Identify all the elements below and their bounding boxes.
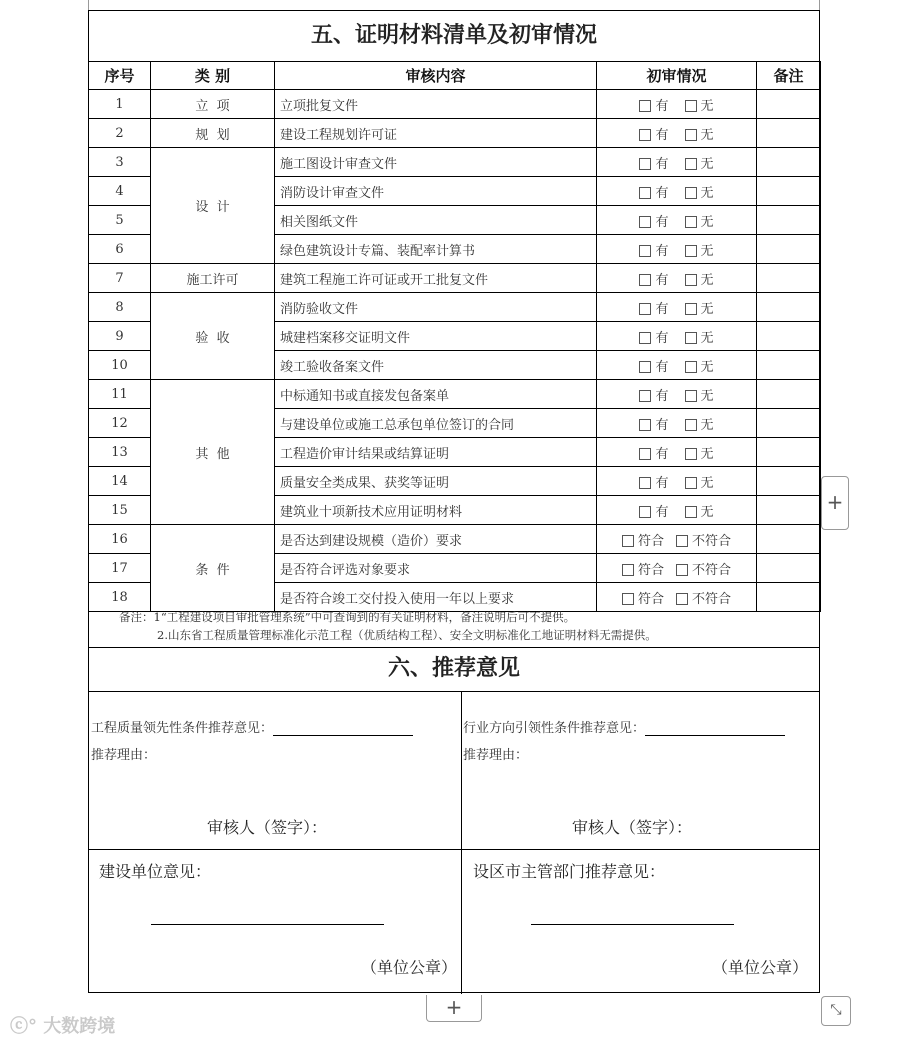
option-have[interactable]: 有 bbox=[639, 182, 668, 201]
checkbox-icon[interactable] bbox=[685, 245, 697, 257]
header-remark: 备注 bbox=[757, 62, 821, 90]
option-have[interactable]: 有 bbox=[639, 153, 668, 172]
checkbox-icon[interactable] bbox=[685, 274, 697, 286]
option-have[interactable]: 有 bbox=[639, 327, 668, 346]
review-content: 施工图设计审查文件 bbox=[275, 148, 597, 177]
review-status bbox=[597, 438, 757, 467]
left-opinion bbox=[91, 717, 413, 736]
option-have[interactable]: 有 bbox=[639, 443, 668, 462]
row-number: 6 bbox=[89, 235, 151, 264]
checkbox-icon[interactable] bbox=[685, 332, 697, 344]
row-number: 1 bbox=[89, 90, 151, 119]
option-none[interactable]: 无 bbox=[685, 240, 714, 259]
checkbox-icon[interactable] bbox=[639, 390, 651, 402]
row-number: 5 bbox=[89, 206, 151, 235]
city-seal-label: （单位公章） bbox=[712, 958, 809, 977]
checkbox-icon[interactable] bbox=[639, 187, 651, 199]
remark-cell[interactable] bbox=[757, 380, 821, 409]
header-category: 类 别 bbox=[151, 62, 275, 90]
checkbox-icon[interactable] bbox=[639, 419, 651, 431]
remark-cell[interactable] bbox=[757, 554, 821, 583]
option-have[interactable]: 有 bbox=[639, 414, 668, 433]
row-number: 12 bbox=[89, 409, 151, 438]
option-none[interactable]: 无 bbox=[685, 501, 714, 520]
option-have[interactable]: 有 bbox=[639, 269, 668, 288]
builder-signature-line[interactable] bbox=[151, 924, 384, 925]
checkbox-icon[interactable] bbox=[685, 390, 697, 402]
checkbox-icon[interactable] bbox=[639, 506, 651, 518]
row-number: 9 bbox=[89, 322, 151, 351]
remark-cell[interactable] bbox=[757, 525, 821, 554]
option-none[interactable]: 无 bbox=[685, 356, 714, 375]
watermark-text: 大数跨境 bbox=[43, 1016, 116, 1037]
remark-cell[interactable] bbox=[757, 177, 821, 206]
remark-cell[interactable] bbox=[757, 293, 821, 322]
option-have[interactable]: 有 bbox=[639, 298, 668, 317]
category-cell: 其 他 bbox=[151, 380, 275, 525]
header-review: 初审情况 bbox=[597, 62, 757, 90]
option-none[interactable]: 无 bbox=[685, 124, 714, 143]
page-top-edge bbox=[88, 0, 820, 10]
option-none[interactable]: 无 bbox=[685, 385, 714, 404]
table-row bbox=[89, 119, 821, 148]
checkbox-icon[interactable] bbox=[639, 100, 651, 112]
review-content: 立项批复文件 bbox=[275, 90, 597, 119]
right-reason-label: 推荐理由： bbox=[463, 748, 529, 763]
option-none[interactable]: 无 bbox=[685, 298, 714, 317]
remark-cell[interactable] bbox=[757, 322, 821, 351]
row-number: 3 bbox=[89, 148, 151, 177]
right-opinion-field[interactable] bbox=[645, 721, 785, 736]
remark-cell[interactable] bbox=[757, 409, 821, 438]
checkbox-icon[interactable] bbox=[639, 332, 651, 344]
note-1: 备注：1“工程建设项目审批管理系统”中可查询到的有关证明材料，备注说明后可不提供。 bbox=[119, 610, 576, 624]
table-row bbox=[89, 264, 821, 293]
option-none[interactable]: 无 bbox=[685, 153, 714, 172]
category-cell: 立 项 bbox=[151, 90, 275, 119]
review-status bbox=[597, 90, 757, 119]
category-cell: 条 件 bbox=[151, 525, 275, 612]
remark-cell[interactable] bbox=[757, 438, 821, 467]
option-have[interactable]: 有 bbox=[639, 501, 668, 520]
city-signature-line[interactable] bbox=[531, 924, 734, 925]
checkbox-icon[interactable] bbox=[639, 303, 651, 315]
row-number: 11 bbox=[89, 380, 151, 409]
remark-cell[interactable] bbox=[757, 148, 821, 177]
review-status bbox=[597, 380, 757, 409]
review-content: 是否符合评选对象要求 bbox=[275, 554, 597, 583]
remark-cell[interactable] bbox=[757, 206, 821, 235]
checkbox-icon[interactable] bbox=[676, 593, 688, 605]
review-content: 与建设单位或施工总承包单位签订的合同 bbox=[275, 409, 597, 438]
document-page bbox=[88, 10, 820, 993]
category-cell: 设 计 bbox=[151, 148, 275, 264]
row-number: 2 bbox=[89, 119, 151, 148]
table-body bbox=[89, 90, 821, 612]
add-row-button[interactable] bbox=[426, 995, 482, 1022]
expand-table-button[interactable] bbox=[821, 996, 851, 1026]
review-status bbox=[597, 264, 757, 293]
plus-icon: + bbox=[445, 995, 463, 1019]
review-status bbox=[597, 235, 757, 264]
option-none[interactable]: 无 bbox=[685, 472, 714, 491]
option-match[interactable]: 符合 bbox=[622, 588, 664, 607]
option-have[interactable]: 有 bbox=[639, 472, 668, 491]
left-opinion-field[interactable] bbox=[273, 721, 413, 736]
row-number: 16 bbox=[89, 525, 151, 554]
table-row bbox=[89, 293, 821, 322]
review-status bbox=[597, 206, 757, 235]
row-number: 13 bbox=[89, 438, 151, 467]
note-2: 2.山东省工程质量管理标准化示范工程（优质结构工程）、安全文明标准化工地证明材料无需提供。 bbox=[157, 628, 657, 642]
review-content: 中标通知书或直接发包备案单 bbox=[275, 380, 597, 409]
option-match[interactable]: 符合 bbox=[622, 530, 664, 549]
checkbox-icon[interactable] bbox=[685, 129, 697, 141]
remark-cell[interactable] bbox=[757, 351, 821, 380]
builder-seal-label: （单位公章） bbox=[361, 958, 458, 977]
review-content: 是否符合竣工交付投入使用一年以上要求 bbox=[275, 583, 597, 612]
right-opinion bbox=[463, 717, 785, 736]
checkbox-icon[interactable] bbox=[622, 535, 634, 547]
option-have[interactable]: 有 bbox=[639, 240, 668, 259]
review-status bbox=[597, 496, 757, 525]
checkbox-icon[interactable] bbox=[639, 245, 651, 257]
row-number: 7 bbox=[89, 264, 151, 293]
checkbox-icon[interactable] bbox=[639, 129, 651, 141]
row-number: 17 bbox=[89, 554, 151, 583]
plus-icon: + bbox=[826, 490, 844, 514]
table-row bbox=[89, 525, 821, 554]
checkbox-icon[interactable] bbox=[639, 158, 651, 170]
option-none[interactable]: 无 bbox=[685, 443, 714, 462]
option-none[interactable]: 无 bbox=[685, 182, 714, 201]
remark-cell[interactable] bbox=[757, 90, 821, 119]
table-row bbox=[89, 380, 821, 409]
remark-cell[interactable] bbox=[757, 467, 821, 496]
review-content: 城建档案移交证明文件 bbox=[275, 322, 597, 351]
option-have[interactable]: 有 bbox=[639, 385, 668, 404]
option-none[interactable]: 无 bbox=[685, 269, 714, 288]
checkbox-icon[interactable] bbox=[676, 535, 688, 547]
option-none[interactable]: 无 bbox=[685, 414, 714, 433]
option-have[interactable]: 有 bbox=[639, 211, 668, 230]
checkbox-icon[interactable] bbox=[639, 448, 651, 460]
checkbox-icon[interactable] bbox=[685, 448, 697, 460]
left-opinion-label: 工程质量领先性条件推荐意见： bbox=[91, 721, 274, 736]
row-number: 8 bbox=[89, 293, 151, 322]
option-have[interactable]: 有 bbox=[639, 95, 668, 114]
checkbox-icon[interactable] bbox=[685, 419, 697, 431]
table-row bbox=[89, 90, 821, 119]
review-content: 消防验收文件 bbox=[275, 293, 597, 322]
review-content: 建筑业十项新技术应用证明材料 bbox=[275, 496, 597, 525]
notes-block bbox=[89, 605, 819, 648]
review-content: 建设工程规划许可证 bbox=[275, 119, 597, 148]
review-content: 相关图纸文件 bbox=[275, 206, 597, 235]
materials-table bbox=[88, 61, 821, 612]
category-cell: 规 划 bbox=[151, 119, 275, 148]
checkbox-icon[interactable] bbox=[639, 477, 651, 489]
option-none[interactable]: 无 bbox=[685, 95, 714, 114]
header-content: 审核内容 bbox=[275, 62, 597, 90]
checkbox-icon[interactable] bbox=[639, 361, 651, 373]
row-number: 18 bbox=[89, 583, 151, 612]
review-status bbox=[597, 119, 757, 148]
option-nomatch[interactable]: 不符合 bbox=[676, 588, 731, 607]
remark-cell[interactable] bbox=[757, 119, 821, 148]
review-status bbox=[597, 177, 757, 206]
checkbox-icon[interactable] bbox=[639, 216, 651, 228]
builder-opinion-label: 建设单位意见： bbox=[99, 862, 212, 881]
category-cell: 施工许可 bbox=[151, 264, 275, 293]
remark-cell[interactable] bbox=[757, 235, 821, 264]
row-number: 10 bbox=[89, 351, 151, 380]
checkbox-icon[interactable] bbox=[685, 477, 697, 489]
city-opinion-label: 设区市主管部门推荐意见： bbox=[473, 862, 666, 881]
review-status bbox=[597, 293, 757, 322]
option-have[interactable]: 有 bbox=[639, 356, 668, 375]
left-reason-label: 推荐理由： bbox=[91, 748, 157, 763]
right-reviewer-label: 审核人（签字）： bbox=[572, 818, 693, 837]
category-cell: 验 收 bbox=[151, 293, 275, 380]
review-status bbox=[597, 467, 757, 496]
review-content: 消防设计审查文件 bbox=[275, 177, 597, 206]
checkbox-icon[interactable] bbox=[622, 593, 634, 605]
review-content: 绿色建筑设计专篇、装配率计算书 bbox=[275, 235, 597, 264]
checkbox-icon[interactable] bbox=[685, 361, 697, 373]
remark-cell[interactable] bbox=[757, 496, 821, 525]
table-header-row bbox=[89, 62, 821, 90]
checkbox-icon[interactable] bbox=[685, 303, 697, 315]
checkbox-icon[interactable] bbox=[676, 564, 688, 576]
option-nomatch[interactable]: 不符合 bbox=[676, 559, 731, 578]
review-content: 竣工验收备案文件 bbox=[275, 351, 597, 380]
checkbox-icon[interactable] bbox=[685, 506, 697, 518]
review-status bbox=[597, 409, 757, 438]
review-content: 工程造价审计结果或结算证明 bbox=[275, 438, 597, 467]
review-status bbox=[597, 525, 757, 554]
review-content: 建筑工程施工许可证或开工批复文件 bbox=[275, 264, 597, 293]
option-none[interactable]: 无 bbox=[685, 211, 714, 230]
left-reviewer-label: 审核人（签字）： bbox=[207, 818, 328, 837]
checkbox-icon[interactable] bbox=[685, 216, 697, 228]
option-have[interactable]: 有 bbox=[639, 124, 668, 143]
add-column-button[interactable] bbox=[821, 476, 849, 530]
option-nomatch[interactable]: 不符合 bbox=[676, 530, 731, 549]
option-match[interactable]: 符合 bbox=[622, 559, 664, 578]
option-none[interactable]: 无 bbox=[685, 327, 714, 346]
watermark-logo-icon: ⓒ° bbox=[10, 1016, 37, 1037]
header-no: 序号 bbox=[89, 62, 151, 90]
review-content: 是否达到建设规模（造价）要求 bbox=[275, 525, 597, 554]
table-row bbox=[89, 148, 821, 177]
review-status bbox=[597, 148, 757, 177]
checkbox-icon[interactable] bbox=[622, 564, 634, 576]
watermark bbox=[10, 1012, 115, 1038]
remark-cell[interactable] bbox=[757, 264, 821, 293]
row-divider bbox=[89, 849, 819, 850]
review-content: 质量安全类成果、获奖等证明 bbox=[275, 467, 597, 496]
section6-title: 六、推荐意见 bbox=[89, 647, 819, 692]
row-number: 14 bbox=[89, 467, 151, 496]
right-opinion-label: 行业方向引领性条件推荐意见： bbox=[463, 721, 646, 736]
review-status bbox=[597, 351, 757, 380]
column-divider bbox=[461, 691, 462, 994]
checkbox-icon[interactable] bbox=[685, 187, 697, 199]
review-status bbox=[597, 554, 757, 583]
expand-icon: ⤡ bbox=[830, 1002, 842, 1018]
review-status bbox=[597, 322, 757, 351]
checkbox-icon[interactable] bbox=[685, 158, 697, 170]
row-number: 4 bbox=[89, 177, 151, 206]
section5-title: 五、证明材料清单及初审情况 bbox=[89, 11, 819, 62]
checkbox-icon[interactable] bbox=[685, 100, 697, 112]
row-number: 15 bbox=[89, 496, 151, 525]
checkbox-icon[interactable] bbox=[639, 274, 651, 286]
